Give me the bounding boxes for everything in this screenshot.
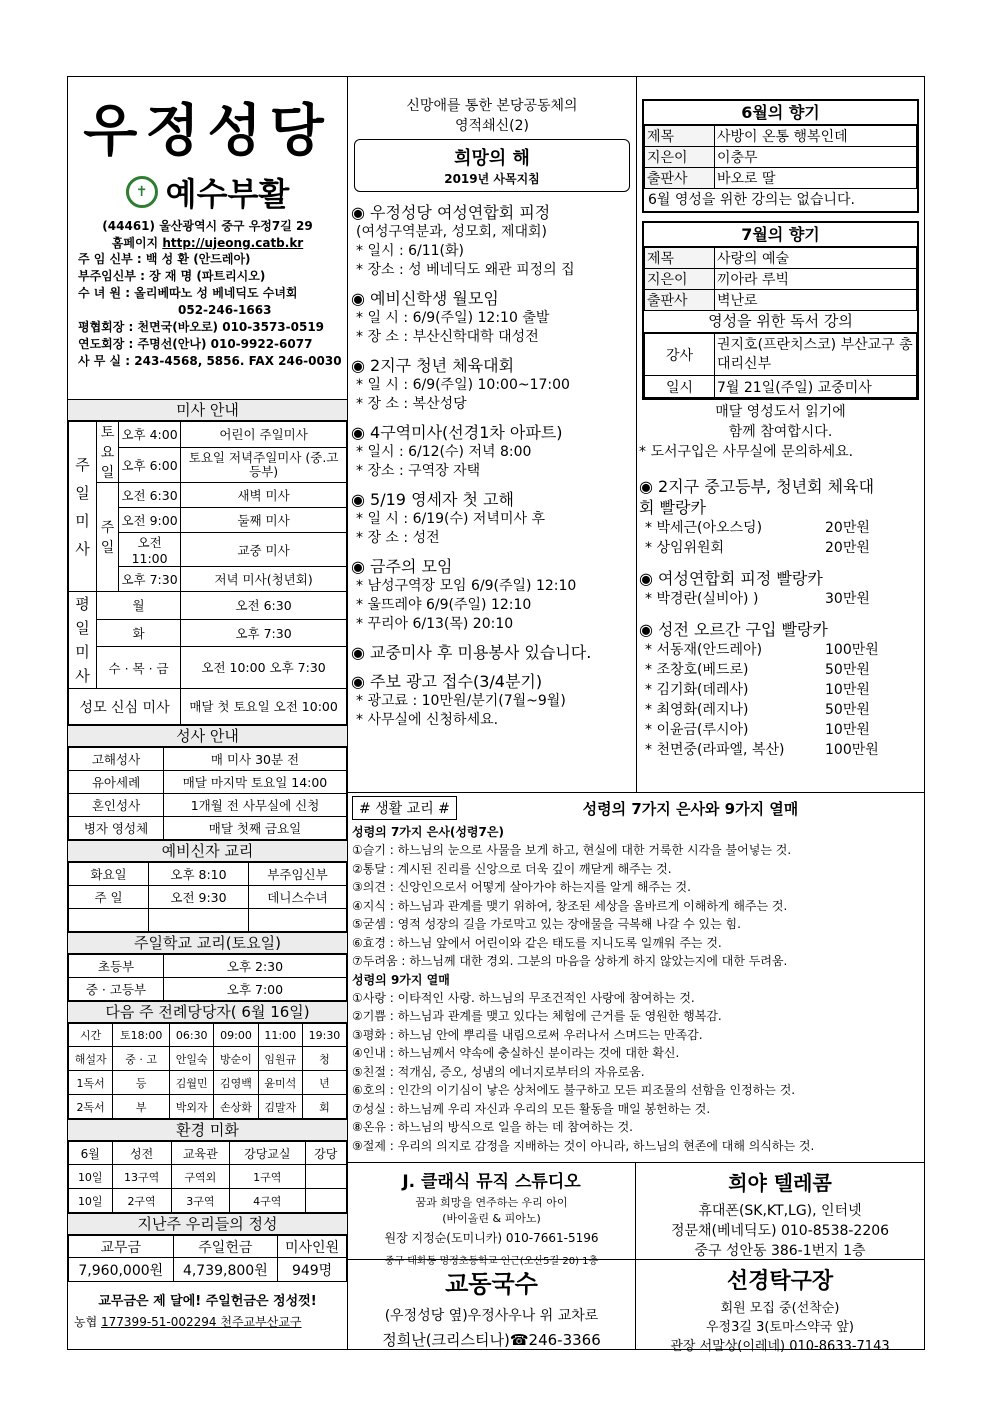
parish-subtitle: 예수부활	[165, 175, 290, 213]
book-label-cell: 지은이	[645, 147, 715, 168]
book-value-cell: 사방이 온통 행복인데	[715, 126, 917, 147]
fruit-item: ⑥호의 : 인간의 이기심이 낳은 상처에도 불구하고 모든 피조물의 선함을 인정하는 것.	[352, 1083, 796, 1097]
env-cell: 1구역	[230, 1165, 305, 1189]
mass-name: 교중 미사	[181, 533, 347, 567]
donation-row	[637, 640, 924, 660]
gift-item: ⑥효경 : 하느님 앞에서 어린이와 같은 태도를 지니도록 일깨워 주는 것.	[352, 935, 722, 950]
weekday-time: 오전 10:00 오후 7:30	[181, 647, 347, 689]
offering-value-cell: 4,739,800원	[173, 1258, 278, 1282]
billiard-ad	[636, 1259, 924, 1354]
env-cell: 3구역	[171, 1189, 229, 1213]
donor-name: * 이윤금(루시아)	[645, 722, 749, 738]
env-cell: 2구역	[112, 1189, 171, 1213]
news-item	[348, 642, 636, 663]
donor-name: * 천면중(라파엘, 복산)	[645, 742, 785, 758]
news-heading: ◉ 우정성당 여성연합회 피정	[351, 203, 551, 222]
sunday-school-title: 주일학교 교리(토요일)	[68, 932, 347, 954]
weekday-day: 수 · 목 · 금	[97, 647, 181, 689]
donation-group	[637, 568, 924, 609]
duty-cell: 회	[302, 1095, 346, 1119]
catechumen-cell	[149, 909, 249, 932]
donation-amount: 20만원	[825, 540, 870, 556]
donation-amount: 50만원	[825, 662, 870, 678]
catechumen-cell	[249, 909, 347, 932]
sunday-school-table	[68, 954, 347, 1001]
duty-head-cell: 09:00	[214, 1024, 258, 1047]
billiard-line: 우정3길 3(토마스약국 앞)	[706, 1320, 854, 1335]
mass-title: 미사 안내	[68, 399, 347, 421]
donation-heading: ◉ 성전 오르간 구입 빨랑카	[639, 620, 828, 639]
doctrine-header	[348, 793, 924, 823]
env-cell	[305, 1165, 346, 1189]
catechumen-table	[68, 862, 347, 932]
saturday-label: 토요일	[97, 422, 119, 483]
telecom-line: 중구 성안동 386-1번지 1층	[694, 1243, 866, 1259]
donor-name: * 서동재(안드레아)	[645, 642, 763, 658]
offering-head-cell: 미사인원	[278, 1236, 347, 1258]
news-item	[348, 489, 636, 548]
news-item	[348, 671, 636, 730]
weekday-day: 월	[97, 592, 181, 620]
doctrine-tag: # 생활 교리 #	[352, 796, 457, 820]
parish-logo-icon: ✝	[126, 176, 158, 208]
donation-amount: 100만원	[825, 742, 879, 758]
mass-time: 오전 6:30	[119, 483, 181, 508]
donation-heading: ◉ 여성연합회 피정 빨랑카	[639, 569, 823, 588]
offering-value-cell: 7,960,000원	[69, 1258, 174, 1282]
donation-row	[637, 680, 924, 700]
weekday-day: 화	[97, 619, 181, 647]
music-line: 꿈과 희망을 연주하는 우리 아이	[415, 1196, 568, 1209]
parish-title: 우정성당	[83, 98, 332, 164]
duty-head-cell: 06:30	[170, 1024, 214, 1047]
mass-time: 오후 6:00	[119, 447, 181, 482]
news-heading: ◉ 2지구 청년 체육대회	[351, 356, 515, 375]
env-cell: 10일	[69, 1165, 113, 1189]
mary-mass-label: 성모 신심 미사	[69, 689, 181, 725]
weekday-mass-label: 평일미사	[69, 592, 97, 689]
intro-line2: 영적쇄신(2)	[455, 118, 529, 134]
duty-head-cell: 19:30	[302, 1024, 346, 1047]
donation-amount: 50만원	[825, 702, 870, 718]
logo-row	[68, 169, 347, 215]
donor-name: * 박경란(실비아) )	[645, 591, 759, 607]
weekday-time: 오후 7:30	[181, 619, 347, 647]
staff-line: 부주임신부 : 장 재 명 (파트리시오)	[78, 269, 266, 283]
env-cell: 10일	[69, 1189, 113, 1213]
env-title: 환경 미화	[68, 1119, 347, 1141]
donation-list	[637, 476, 924, 760]
offering-table	[68, 1235, 347, 1282]
donation-amount: 30만원	[825, 591, 870, 607]
fruit-item: ①사랑 : 이타적인 사랑. 하느님의 무조건적인 사랑에 참여하는 것.	[352, 990, 695, 1005]
book-label-cell: 제목	[645, 126, 715, 147]
news-line: * 꾸리아 6/13(목) 20:10	[356, 616, 514, 632]
donation-row	[637, 700, 924, 720]
news-heading: ◉ 교중미사 후 미용봉사 있습니다.	[351, 643, 592, 662]
mass-time: 오전11:00	[119, 533, 181, 567]
catechumen-title: 예비신자 교리	[68, 840, 347, 862]
news-list	[348, 202, 636, 730]
duty-cell: 청	[302, 1047, 346, 1071]
news-line: (여성구역분과, 성모회, 제대회)	[356, 224, 548, 240]
env-cell: 13구역	[112, 1165, 171, 1189]
news-heading: ◉ 예비신학생 월모임	[351, 289, 499, 308]
duty-cell: 김말자	[258, 1095, 302, 1119]
book-label-cell: 지은이	[645, 269, 715, 290]
homepage-link[interactable]: http://ujeong.catb.kr	[162, 236, 304, 250]
june-book-title: 6월의 향기	[644, 101, 917, 125]
donation-amount: 100만원	[825, 642, 879, 658]
sunday-school-cell: 중 · 고등부	[69, 978, 164, 1001]
sacrament-cell: 병자 영성체	[69, 817, 164, 840]
mary-mass-time: 매달 첫 토요일 오전 10:00	[181, 689, 347, 725]
env-head-cell: 성전	[112, 1142, 171, 1165]
music-title: J. 클래식 뮤직 스튜디오	[402, 1172, 581, 1192]
env-cell	[305, 1189, 346, 1213]
fruits-list	[348, 989, 924, 1156]
telecom-line: 정문채(베네딕도) 010-8538-2206	[670, 1223, 890, 1239]
donation-row	[637, 538, 924, 558]
book-value-cell: 사랑의 예술	[715, 248, 917, 269]
june-book-box	[642, 99, 919, 213]
speaker: 권지호(프란치스코) 부산교구 총대리신부	[715, 334, 917, 376]
duty-cell: 윤미석	[258, 1071, 302, 1095]
staff-line: 주 임 신부 : 백 성 환 (안드레아)	[78, 252, 251, 266]
june-note: 6월 영성을 위한 강의는 없습니다.	[648, 192, 855, 208]
music-line: 중구 태화동 명정초등학교 인근(오산5길 20) 1층	[384, 1256, 599, 1267]
offering-head-cell: 교무금	[69, 1236, 174, 1258]
telecom-title: 희야 텔레콤	[728, 1171, 832, 1195]
duty-cell: 1독서	[69, 1071, 113, 1095]
book-label-cell: 출판사	[645, 168, 715, 189]
telecom-line: 휴대폰(SK,KT,LG), 인터넷	[698, 1203, 862, 1219]
staff-line: 사 무 실 : 243-4568, 5856. FAX 246-0030	[78, 354, 342, 368]
gift-item: ④지식 : 하느님과 관계를 맺기 위하여, 창조된 세상을 올바르게 이해하게 해주는 것.	[352, 898, 788, 913]
catechumen-cell: 화요일	[69, 863, 149, 886]
reading-purchase-note: * 도서구입은 사무실에 문의하세요.	[639, 444, 854, 460]
donor-name: * 최영화(레지나)	[645, 702, 749, 718]
lecture-table	[644, 333, 917, 398]
news-line: * 울뜨레야 6/9(주일) 12:10	[356, 597, 532, 613]
sacrament-title: 성사 안내	[68, 725, 347, 747]
news-item	[348, 288, 636, 347]
news-line: * 일 시 : 6/9(주일) 10:00~17:00	[356, 377, 570, 393]
news-heading: ◉ 금주의 모임	[351, 557, 453, 576]
donation-row	[637, 740, 924, 760]
reading-note: 매달 영성도서 읽기에 함께 참여합시다.	[715, 404, 846, 440]
news-line: * 일 시 : 6/19(수) 저녁미사 후	[356, 511, 545, 527]
news-line: * 일시 : 6/12(수) 저녁 8:00	[356, 444, 532, 460]
env-cell: 4구역	[230, 1189, 305, 1213]
weekday-time: 오전 6:30	[181, 592, 347, 620]
lecture-date: 7월 21일(주일) 교중미사	[715, 376, 917, 398]
staff-list	[68, 251, 347, 370]
sacrament-cell: 매달 첫째 금요일	[164, 817, 347, 840]
banner-title: 희망의 해	[454, 148, 530, 169]
gifts-heading: 성령의 7가지 은사(성령7은)	[352, 825, 504, 839]
gift-item: ③의견 : 신앙인으로서 어떻게 살아가야 하는지를 알게 해주는 것.	[352, 880, 691, 894]
sunday-mass-label: 주일미사	[69, 422, 97, 592]
news-line: * 장 소 : 부산신학대학 대성전	[356, 329, 539, 345]
noodle-ad	[348, 1259, 636, 1349]
staff-line: 연도회장 : 주명선(안나) 010-9922-6077	[78, 337, 313, 351]
fruits-heading: 성령의 9가지 열매	[352, 972, 450, 987]
fruit-item: ③평화 : 하느님 안에 뿌리를 내림으로써 우러나서 스며드는 만족감.	[352, 1027, 703, 1042]
july-book-table	[644, 247, 917, 311]
sacrament-cell: 혼인성사	[69, 794, 164, 817]
homepage-row	[68, 234, 347, 251]
billiard-line: 회원 모집 중(선착순)	[720, 1301, 840, 1316]
donation-row	[637, 518, 924, 538]
news-item	[348, 355, 636, 414]
donation-heading: ◉ 2지구 중고등부, 청년회 체육대회 빨랑카	[639, 477, 875, 517]
staff-line: 수 녀 원 : 올리베따노 성 베네딕도 수녀회	[78, 286, 298, 300]
donation-amount: 10만원	[825, 722, 870, 738]
noodle-title: 교동국수	[445, 1270, 538, 1298]
gift-item: ②통달 : 계시된 진리를 신앙으로 더욱 깊이 깨닫게 해주는 것.	[352, 861, 672, 876]
catechumen-cell: 데니스수녀	[249, 886, 347, 909]
staff-line: 평협회장 : 천면국(바오로) 010-3573-0519	[78, 320, 325, 334]
donation-group	[637, 476, 924, 558]
bottom-section	[348, 792, 924, 1354]
env-head-cell: 강당교실	[230, 1142, 305, 1165]
donation-amount: 20만원	[825, 520, 870, 536]
sacrament-cell: 매달 마지막 토요일 14:00	[164, 771, 347, 794]
fruit-item: ⑨절제 : 우리의 의지로 감정을 지배하는 것이 아니라, 하느님의 현존에 대해 의식하는 것.	[352, 1138, 815, 1153]
doctrine-title: 성령의 7가지 은사와 9가지 열매	[582, 799, 799, 818]
july-book-title: 7월의 향기	[644, 223, 917, 247]
duty-cell: 임원규	[258, 1047, 302, 1071]
donor-name: * 박세근(아오스딩)	[645, 520, 763, 536]
donor-name: * 조창호(베드로)	[645, 662, 749, 678]
mass-name: 토요일 저녁주일미사 (중.고등부)	[181, 447, 347, 482]
env-head-cell: 6월	[69, 1142, 113, 1165]
sunday-school-cell: 초등부	[69, 955, 164, 978]
music-line: (바이올린 & 피아노)	[442, 1212, 541, 1225]
book-value-cell: 벽난로	[715, 290, 917, 311]
offering-title: 지난주 우리들의 정성	[68, 1213, 347, 1235]
music-studio-ad	[348, 1162, 636, 1267]
duty-head-cell: 토18:00	[113, 1024, 170, 1047]
doctrine-box	[348, 792, 924, 1162]
news-item	[348, 556, 636, 634]
offering-slogan: 교무금은 제 달에! 주일헌금은 정성껏!	[98, 1294, 317, 1309]
donation-row	[637, 720, 924, 740]
duty-title: 다음 주 전례당당자( 6월 16일)	[68, 1001, 347, 1023]
donation-group	[637, 619, 924, 760]
address: (44461) 울산광역시 중구 우정7길 29	[102, 219, 313, 233]
duty-cell: 2독서	[69, 1095, 113, 1119]
sacrament-cell: 매 미사 30분 전	[164, 748, 347, 771]
catechumen-cell	[69, 909, 149, 932]
env-cell: 구역외	[171, 1165, 229, 1189]
mass-section	[68, 399, 347, 1330]
duty-cell: 해설자	[69, 1047, 113, 1071]
book-value-cell: 끼아라 루빅	[715, 269, 917, 290]
fruit-item: ⑧온유 : 하느님의 방식으로 일을 하는 데 참여하는 것.	[352, 1120, 633, 1134]
offering-value-cell: 949명	[278, 1258, 347, 1282]
mass-name: 둘째 미사	[181, 508, 347, 533]
music-line: 원장 지정순(도미니카) 010-7661-5196	[384, 1231, 599, 1245]
gift-item: ⑤굳셈 : 영적 성장의 길을 가로막고 있는 장애물을 극복해 나갈 수 있는 힘.	[352, 917, 741, 931]
sacrament-table	[68, 747, 347, 840]
sunday-school-cell: 오후 2:30	[164, 955, 347, 978]
news-item	[348, 202, 636, 280]
banner-subtitle: 2019년 사목지침	[444, 172, 540, 186]
catechumen-cell: 오후 8:10	[149, 863, 249, 886]
billiard-title: 선경탁구장	[726, 1269, 834, 1294]
news-line: * 장소 : 구역장 자택	[356, 463, 481, 479]
duty-cell: 김영백	[214, 1071, 258, 1095]
catechumen-cell: 부주임신부	[249, 863, 347, 886]
date-label: 일시	[645, 376, 715, 398]
middle-column	[348, 77, 637, 792]
mass-name: 새벽 미사	[181, 483, 347, 508]
news-line: * 광고료 : 10만원/분기(7월~9월)	[356, 693, 566, 709]
bulletin-page	[67, 76, 925, 1354]
bank-account: 농협 177399-51-002294 천주교부산교구	[74, 1315, 302, 1329]
duty-cell: 중 · 고	[113, 1047, 170, 1071]
telecom-ad	[636, 1162, 924, 1259]
duty-cell: 박외자	[170, 1095, 214, 1119]
env-table	[68, 1141, 347, 1213]
duty-cell: 등	[113, 1071, 170, 1095]
june-book-table	[644, 125, 917, 189]
duty-cell: 부	[113, 1095, 170, 1119]
noodle-line: (우정성당 옆)우정사우나 위 교차로	[384, 1308, 599, 1324]
sunday-school-cell: 오후 7:00	[164, 978, 347, 1001]
news-line: * 일 시 : 6/9(주일) 12:10 출발	[356, 310, 550, 326]
book-label-cell: 출판사	[645, 290, 715, 311]
news-line: * 장 소 : 복산성당	[356, 396, 467, 412]
sunday-label: 주일	[97, 483, 119, 592]
news-heading: ◉ 주보 광고 접수(3/4분기)	[351, 672, 543, 691]
duty-head-cell: 시간	[69, 1024, 113, 1047]
news-line: * 일시 : 6/11(화)	[356, 243, 465, 259]
billiard-line: 관장 서말상(이레네) 010-8633-7143	[670, 1339, 890, 1354]
donor-name: * 김기화(데레사)	[645, 682, 749, 698]
mass-time: 오후 4:00	[119, 422, 181, 448]
fruit-item: ⑤친절 : 적개심, 증오, 성냄의 에너지로부터의 자유로움.	[352, 1064, 645, 1079]
donation-amount: 10만원	[825, 682, 870, 698]
catechumen-cell: 주 일	[69, 886, 149, 909]
staff-line: 052-246-1663	[178, 303, 272, 317]
donor-name: * 상임위원회	[645, 540, 725, 556]
donation-row	[637, 660, 924, 680]
duty-cell: 손상화	[214, 1095, 258, 1119]
sacrament-cell: 고해성사	[69, 748, 164, 771]
gifts-list	[348, 841, 924, 971]
gift-item: ①슬기 : 하느님의 눈으로 사물을 보게 하고, 현실에 대한 거룩한 시각을 불어넣는 것.	[352, 843, 792, 857]
sacrament-cell: 유아세례	[69, 771, 164, 794]
news-line: * 사무실에 신청하세요.	[356, 712, 499, 728]
sacrament-cell: 1개월 전 사무실에 신청	[164, 794, 347, 817]
lecture-title: 영성을 위한 독서 강의	[644, 311, 917, 333]
mass-time: 오후 7:30	[119, 567, 181, 592]
duty-cell: 방순이	[214, 1047, 258, 1071]
news-line: * 장 소 : 성전	[356, 530, 440, 546]
homepage-label: 홈페이지	[111, 236, 159, 250]
news-heading: ◉ 4구역미사(선경1차 아파트)	[351, 423, 563, 442]
mass-time: 오전 9:00	[119, 508, 181, 533]
duty-cell: 안일숙	[170, 1047, 214, 1071]
fruit-item: ④인내 : 하느님께서 약속에 충실하신 분이라는 것에 대한 확신.	[352, 1046, 680, 1060]
mass-name: 어린이 주일미사	[181, 422, 347, 448]
news-line: * 남성구역장 모임 6/9(주일) 12:10	[356, 578, 577, 594]
fruit-item: ②기쁨 : 하느님과 관계를 맺고 있다는 체험에 근거를 둔 영원한 행복감.	[352, 1009, 722, 1023]
year-banner	[354, 139, 630, 192]
news-item	[348, 422, 636, 481]
right-column	[637, 77, 924, 792]
donation-row	[637, 589, 924, 609]
left-column	[68, 77, 348, 1349]
duty-table	[68, 1023, 347, 1119]
duty-head-cell: 11:00	[258, 1024, 302, 1047]
news-line: * 장소 : 성 베네딕도 왜관 피정의 집	[356, 262, 575, 278]
env-head-cell: 강당	[305, 1142, 346, 1165]
fruit-item: ⑦성실 : 하느님께 우리 자신과 우리의 모든 활동을 매일 봉헌하는 것.	[352, 1101, 711, 1116]
mass-name: 저녁 미사(청년회)	[181, 567, 347, 592]
offering-head-cell: 주일헌금	[173, 1236, 278, 1258]
speaker-label: 강사	[645, 334, 715, 376]
book-label-cell: 제목	[645, 248, 715, 269]
news-heading: ◉ 5/19 영세자 첫 고해	[351, 490, 514, 509]
book-value-cell: 바오로 딸	[715, 168, 917, 189]
july-book-box	[642, 221, 919, 400]
intro-line1: 신망애를 통한 본당공동체의	[406, 98, 578, 114]
book-value-cell: 이충무	[715, 147, 917, 168]
mass-table	[68, 421, 347, 725]
gift-item: ⑦두려움 : 하느님께 대한 경외. 그분의 마음을 상하게 하지 않았는지에 대한 두려움.	[352, 954, 788, 968]
catechumen-cell: 오전 9:30	[149, 886, 249, 909]
noodle-line: 정희난(크리스티나)☎246-3366	[382, 1331, 601, 1349]
duty-cell: 김월민	[170, 1071, 214, 1095]
env-head-cell: 교육관	[171, 1142, 229, 1165]
duty-cell: 년	[302, 1071, 346, 1095]
